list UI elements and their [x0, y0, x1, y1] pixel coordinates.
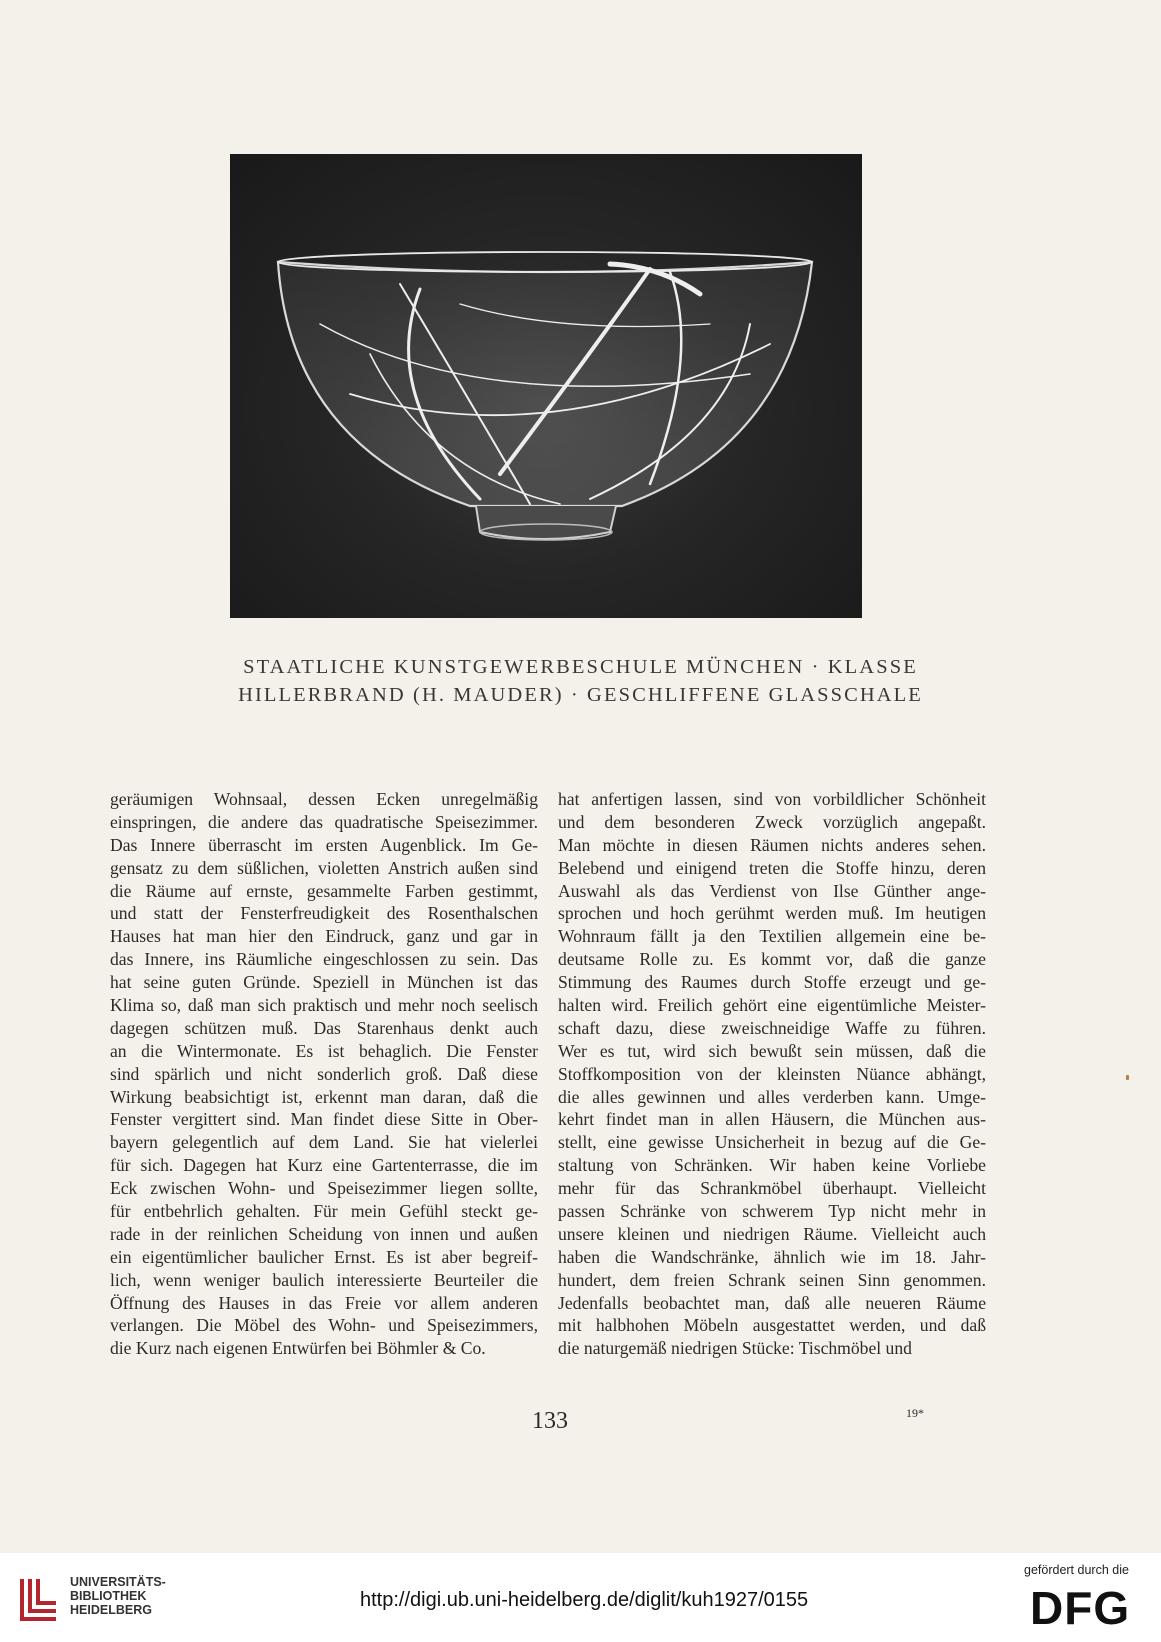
text-line: Eck zwischen Wohn- und Speisezimmer liegen sollte,: [110, 1178, 538, 1199]
text-line: Wer es tut, wird sich bewußt sein müssen, daß die: [558, 1040, 986, 1061]
text-line: staltung von Schränken. Wir haben keine Vorliebe: [558, 1155, 986, 1176]
paper-speck: [1126, 1075, 1129, 1080]
text-line: kehrt findet man in allen Häusern, die München aus-: [558, 1109, 986, 1130]
text-line: die Kurz nach eigenen Entwürfen bei Böhmler & Co.: [110, 1338, 486, 1359]
text-line: gensatz zu dem süßlichen, violetten Anstrich außen sind: [110, 857, 538, 878]
text-line: Wirkung beabsichtigt ist, erkennt man daran, daß die: [110, 1086, 538, 1107]
funding-label: gefördert durch die: [1024, 1563, 1129, 1577]
text-line: haben die Wandschränke, ähnlich wie im 18. Jahr-: [558, 1246, 986, 1267]
text-line: stellt, eine gewisse Unsicherheit in bezug auf die Ge-: [558, 1132, 986, 1153]
text-line: an die Wintermonate. Es ist behaglich. Die Fenster: [110, 1040, 538, 1061]
library-name-line-1: UNIVERSITÄTS-: [70, 1575, 166, 1589]
text-line: für entbehrlich gehalten. Für mein Gefühl steckt ge-: [110, 1201, 538, 1222]
text-line: halten wird. Freilich gehört eine eigentümliche Meister-: [558, 995, 986, 1016]
glass-bowl-illustration: [230, 154, 862, 618]
text-line: und dem besonderen Zweck vorzüglich angepaßt.: [558, 811, 986, 832]
text-line: Wohnraum fällt ja den Textilien allgemein eine be-: [558, 926, 986, 947]
text-line: Auswahl als das Verdienst von Ilse Günther ange-: [558, 880, 986, 901]
text-line: einspringen, die andere das quadratische Speisezimmer.: [110, 811, 538, 832]
left-text-column: [110, 788, 538, 1360]
text-line: rade in der reinlichen Scheidung von innen und außen: [110, 1223, 538, 1244]
caption-line-1: STAATLICHE KUNSTGEWERBESCHULE MÜNCHEN · KLASSE: [243, 656, 918, 678]
text-line: das Innere, ins Räumliche eingeschlossen zu sein. Das: [110, 949, 538, 970]
dfg-logo: DFG: [1030, 1582, 1131, 1634]
text-line: mehr für das Schrankmöbel überhaupt. Vielleicht: [558, 1178, 986, 1199]
text-line: schaft dazu, diese zweischneidige Waffe zu führen.: [558, 1017, 986, 1038]
text-line: Fenster vergittert sind. Man findet diese Sitte in Ober-: [110, 1109, 538, 1130]
text-line: Hauses hat man hier den Eindruck, ganz und gar in: [110, 926, 538, 947]
text-line: Jedenfalls beobachtet man, daß alle neueren Räume: [558, 1292, 986, 1313]
text-line: unsere kleinen und niedrigen Räume. Vielleicht auch: [558, 1223, 986, 1244]
right-text-column: [558, 788, 986, 1360]
text-line: für sich. Dagegen hat Kurz eine Gartenterrasse, die im: [110, 1155, 538, 1176]
text-line: ein eigentümlicher baulicher Ernst. Es ist aber begreif-: [110, 1246, 538, 1267]
text-line: die naturgemäß niedrigen Stücke: Tischmöbel und: [558, 1338, 912, 1359]
text-line: hundert, dem freien Schrank seinen Sinn genommen.: [558, 1269, 986, 1290]
text-line: deutsame Rolle zu. Es kommt vor, daß die ganze: [558, 949, 986, 970]
text-line: die alles gewinnen und alles verderben kann. Umge-: [558, 1086, 986, 1107]
text-line: Belebend und einigend treten die Stoffe hinzu, deren: [558, 857, 986, 878]
text-line: die Räume auf ernste, gesammelte Farben gestimmt,: [110, 880, 538, 901]
text-line: Öffnung des Hauses in das Freie vor allem anderen: [110, 1292, 538, 1313]
text-line: sprochen und hoch gerühmt werden muß. Im heutigen: [558, 903, 986, 924]
text-line: hat seine guten Gründe. Speziell in München ist das: [110, 972, 538, 993]
text-line: dagegen schützen muß. Das Starenhaus denkt auch: [110, 1017, 538, 1038]
text-line: Das Innere überrascht im ersten Augenblick. Im Ge-: [110, 834, 538, 855]
text-line: Stoffkomposition von der kleinsten Nüance abhängt,: [558, 1063, 986, 1084]
text-line: sind spärlich und nicht sonderlich groß. Daß diese: [110, 1063, 538, 1084]
digitization-footer: [0, 1553, 1161, 1642]
library-logo-strokes: [22, 1579, 56, 1619]
glass-bowl-photo: [230, 154, 862, 618]
text-line: lich, wenn weniger baulich interessierte Beurteiler die: [110, 1269, 538, 1290]
text-line: mit halbhohen Möbeln ausgestattet werden, und daß: [558, 1315, 986, 1336]
text-line: bayern gelegentlich auf dem Land. Sie hat vielerlei: [110, 1132, 538, 1153]
text-line: Man möchte in diesen Räumen nichts anderes sehen.: [558, 834, 986, 855]
source-url-link[interactable]: http://digi.ub.uni-heidelberg.de/diglit/kuh1927/0155: [360, 1589, 809, 1611]
text-line: passen Schränke von schwerem Typ nicht mehr in: [558, 1201, 986, 1222]
page-number: 133: [532, 1408, 568, 1434]
text-line: und statt der Fensterfreudigkeit des Rosenthalschen: [110, 903, 538, 924]
text-line: geräumigen Wohnsaal, dessen Ecken unregelmäßig: [110, 789, 538, 809]
text-line: Klima so, daß man sich praktisch und mehr noch seelisch: [110, 995, 538, 1016]
caption-line-2: HILLERBRAND (H. MAUDER) · GESCHLIFFENE GLASSCHALE: [238, 684, 923, 706]
text-line: Stimmung des Raumes durch Stoffe erzeugt und ge-: [558, 972, 986, 993]
signature-mark: 19*: [906, 1406, 924, 1420]
text-line: verlangen. Die Möbel des Wohn- und Speisezimmers,: [110, 1315, 538, 1336]
text-line: hat anfertigen lassen, sind von vorbildlicher Schönheit: [558, 789, 986, 809]
library-name: [70, 1575, 166, 1617]
library-name-line-3: HEIDELBERG: [70, 1603, 152, 1617]
library-logo-icon: [14, 1573, 64, 1625]
library-name-line-2: BIBLIOTHEK: [70, 1589, 147, 1603]
